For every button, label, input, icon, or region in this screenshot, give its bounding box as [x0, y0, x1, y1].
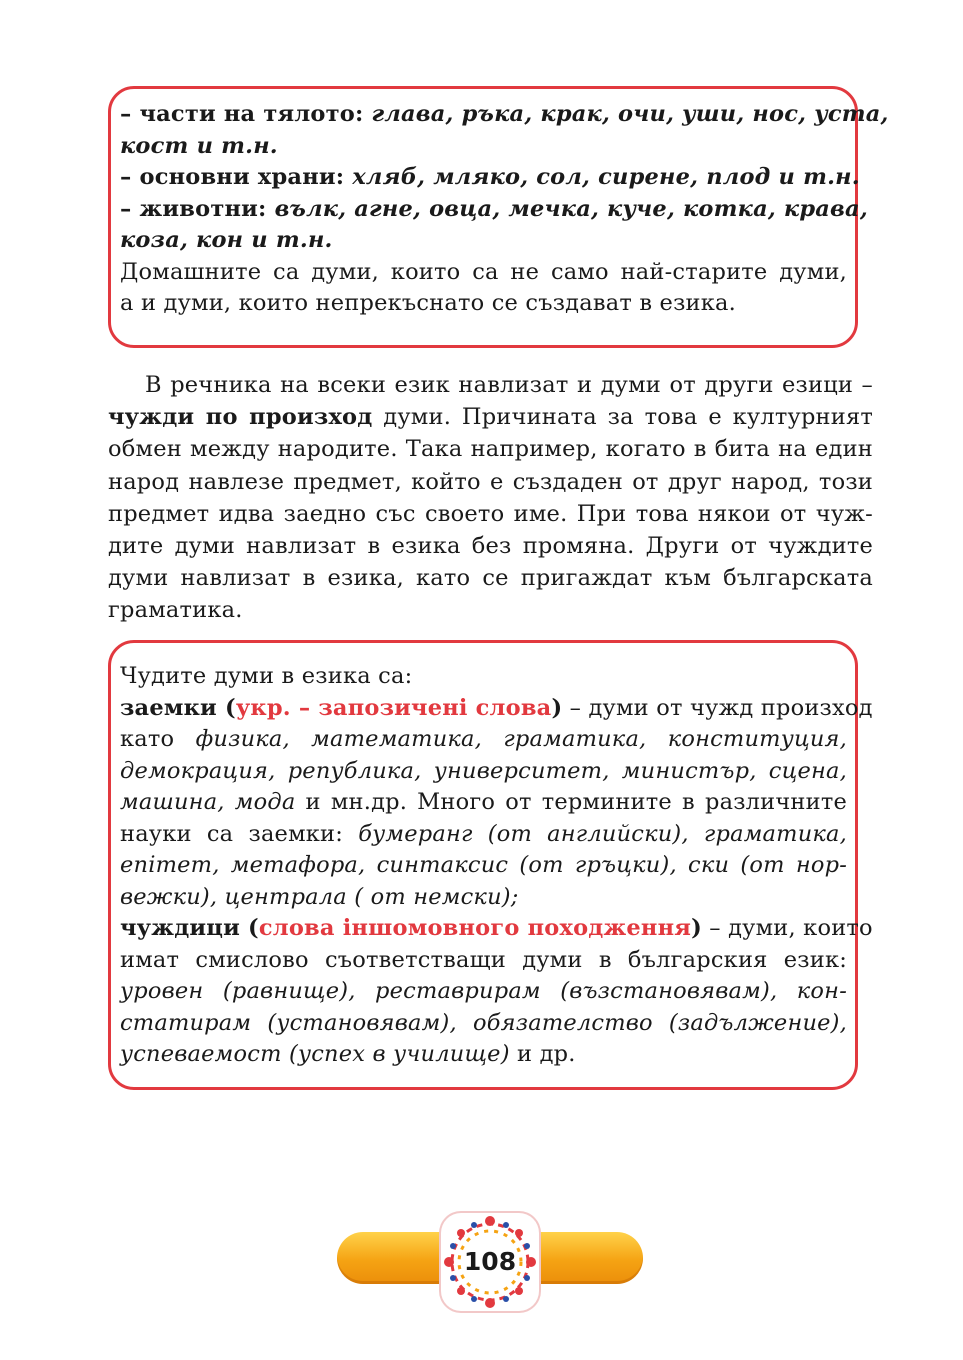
text-line: обмен между народите. Така например, когато в бита на един	[108, 436, 873, 463]
text-line: а и думи, които непрекъснато се създават в езика.	[120, 290, 736, 316]
text-line: – животни: вълк, агне, овца, мечка, куче, котка, крава,	[120, 195, 868, 222]
text-line: успеваемост (успех в училище) и др.	[120, 1041, 576, 1067]
text-line: – основни храни: хляб, мляко, сол, сирене, плод и т.н.	[120, 164, 860, 190]
text-line: демокрация, република, университет, министър, сцена,	[120, 757, 847, 784]
text-line: заемки (укр. – запозичені слова) – думи от чужд произход	[120, 694, 873, 721]
text-line: епітет, метафора, синтаксис (от гръцки), ски (от нор-	[120, 852, 847, 878]
text-line: чужди по произход думи. Причината за това е културният	[108, 404, 873, 431]
native-words-box	[108, 86, 889, 348]
text-line: граматика.	[108, 597, 243, 624]
text-line: уровен (равнище), реставрирам (възстановявам), кон-	[120, 978, 847, 1004]
text-line: статирам (установявам), обязателство (задължение),	[120, 1009, 847, 1036]
text-line: предмет идва заедно със своето име. При това някои от чуж-	[108, 500, 873, 527]
page-number-badge	[441, 1213, 539, 1311]
text-line: имат смислово съответстващи думи в българския език:	[120, 946, 847, 973]
foreign-words-box	[108, 640, 873, 1090]
text-line: чуждици (слова іншомовного походження) – думи, които	[120, 915, 873, 941]
text-line: В речника на всеки език навлизат и думи от други езици –	[145, 372, 873, 398]
text-line: вежки), централа ( от немски);	[120, 883, 519, 910]
page-number: 108	[463, 1247, 517, 1276]
text-line: коза, кон и т.н.	[120, 227, 333, 253]
body-paragraph	[108, 369, 873, 627]
text-line: като физика, математика, граматика, конституция,	[120, 726, 847, 752]
text-line: машина, мода и мн.др. Много от термините в различните	[120, 789, 847, 815]
text-line: Домашните са думи, които са не само най-старите думи,	[120, 258, 847, 285]
text-line: – части на тялото: глава, ръка, крак, очи, уши, нос, уста,	[120, 101, 889, 127]
text-line: народ навлезе предмет, който е създаден от друг народ, този	[108, 468, 873, 495]
text-line: Чудите думи в езика са:	[120, 663, 413, 689]
text-line: думи навлизат в езика, като се пригаждат към българската	[108, 565, 873, 592]
text-line: дите думи навлизат в езика без промяна. Други от чуждите	[108, 533, 873, 560]
text-line: кост и т.н.	[120, 132, 278, 159]
text-line: науки са заемки: бумеранг (от английски), граматика,	[120, 820, 847, 847]
